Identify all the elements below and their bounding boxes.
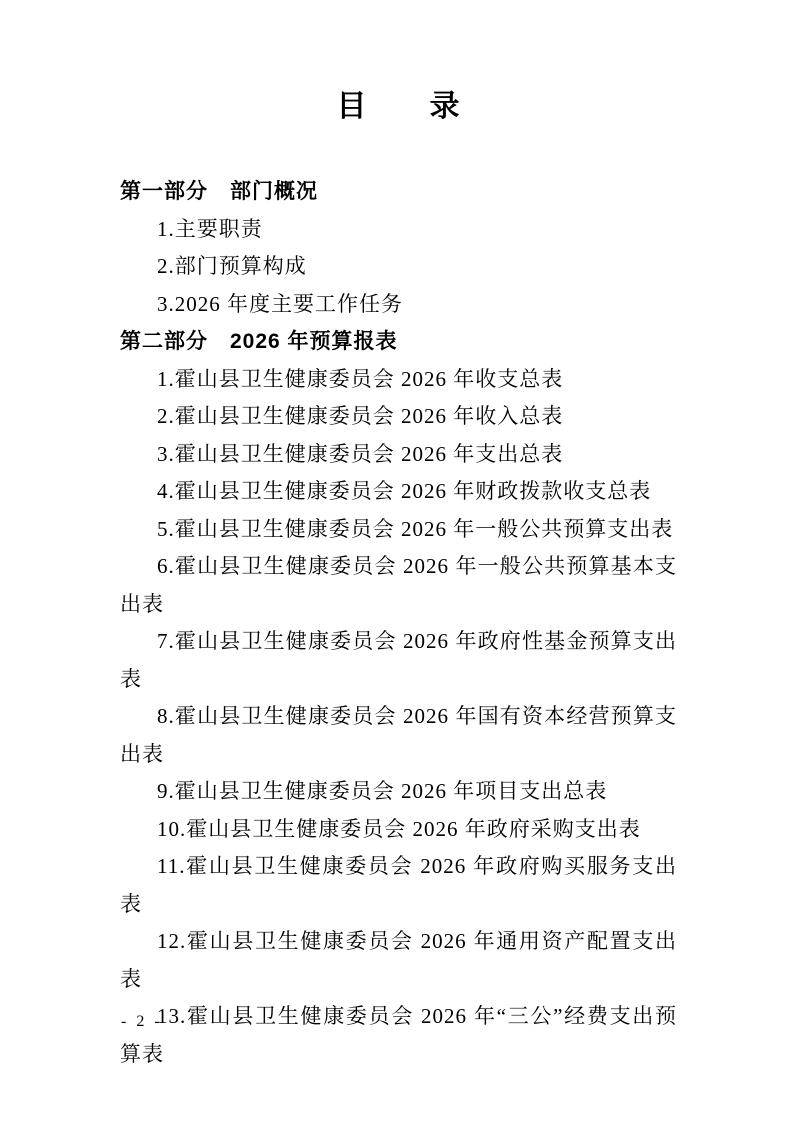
toc-entry: 1.霍山县卫生健康委员会 2026 年收支总表	[157, 366, 564, 391]
toc-entry: 10.霍山县卫生健康委员会 2026 年政府采购支出表	[157, 816, 641, 841]
section-part1	[120, 173, 677, 323]
page-number: - 2 -	[121, 1013, 163, 1030]
toc-entry: 3.霍山县卫生健康委员会 2026 年支出总表	[157, 441, 564, 466]
section-part2	[120, 323, 677, 1073]
toc-entry: 12.霍山县卫生健康委员会 2026 年通用资产配置支出表	[120, 929, 677, 991]
toc-entry: 1.主要职责	[157, 216, 263, 241]
toc-entry: 3.2026 年度主要工作任务	[157, 291, 403, 316]
toc-entry: 2.部门预算构成	[157, 254, 307, 278]
toc-entry: 4.霍山县卫生健康委员会 2026 年财政拨款收支总表	[157, 479, 652, 503]
toc-entry: 8.霍山县卫生健康委员会 2026 年国有资本经营预算支出表	[120, 704, 677, 766]
toc-entry: 11.霍山县卫生健康委员会 2026 年政府购买服务支出表	[120, 854, 677, 916]
toc-entry: 7.霍山县卫生健康委员会 2026 年政府性基金预算支出表	[120, 629, 677, 691]
toc-entry: 13.霍山县卫生健康委员会 2026 年“三公”经费支出预算表	[120, 1004, 677, 1066]
section-heading-part2: 第二部分 2026 年预算报表	[120, 330, 398, 353]
section-heading-part1: 第一部分 部门概况	[120, 180, 318, 203]
document-content	[120, 0, 677, 1073]
toc-entry: 2.霍山县卫生健康委员会 2026 年收入总表	[157, 404, 564, 428]
toc-entry: 6.霍山县卫生健康委员会 2026 年一般公共预算基本支出表	[120, 554, 677, 616]
toc-entry: 5.霍山县卫生健康委员会 2026 年一般公共预算支出表	[157, 516, 674, 541]
page-title: 目 录	[336, 90, 461, 123]
toc-entry: 9.霍山县卫生健康委员会 2026 年项目支出总表	[157, 779, 608, 803]
